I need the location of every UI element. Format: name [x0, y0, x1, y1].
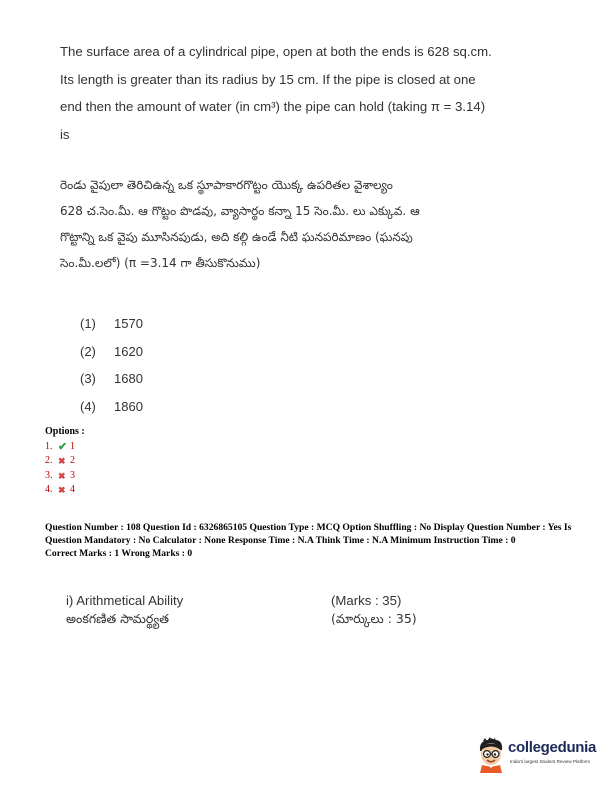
choice-1 [80, 310, 143, 338]
choice-value: 1680 [114, 371, 143, 387]
logo-tagline: India's largest Student Review Platform [510, 759, 591, 764]
check-icon: ✔ [58, 440, 68, 453]
marks-info: Correct Marks : 1 Wrong Marks : 0 [45, 548, 193, 559]
section-row-english [66, 590, 486, 610]
choice-number: (4) [80, 398, 96, 414]
question-line: end then the amount of water (in cm³) the pipe can hold (taking π = 3.14) [60, 99, 486, 114]
option-2 [45, 454, 85, 469]
question-line: The surface area of a cylindrical pipe, open at both the ends is 628 sq.cm. [60, 44, 492, 59]
mascot-icon [474, 737, 508, 773]
option-value: 1 [70, 440, 75, 452]
option-1 [45, 440, 85, 455]
options-heading: Options : [45, 426, 85, 437]
section-marks: (Marks : 35) [331, 592, 402, 608]
option-number: 2. [45, 455, 53, 466]
section-row-telugu [66, 610, 486, 630]
choice-number: (3) [80, 371, 96, 387]
cross-icon: ✖ [58, 485, 66, 495]
choice-number: (1) [80, 316, 96, 332]
option-value: 2 [70, 455, 75, 466]
question-metadata [45, 522, 573, 561]
section-marks-telugu: (మార్కులు : 35) [331, 610, 417, 626]
question-line: Its length is greater than its radius by 15 cm. If the pipe is closed at one [60, 71, 476, 87]
section-title: i) Arithmetical Ability [66, 592, 184, 608]
choice-number: (2) [80, 343, 96, 359]
question-line: గొట్టాన్ని ఒక వైపు మూసినపుడు, అది కల్గి ఉండే నీటి ఘనపరిమాణం (ఘనపు [60, 230, 413, 244]
logo-wordmark: collegedunia [508, 739, 597, 756]
question-text-english [60, 38, 530, 148]
option-number: 1. [45, 440, 53, 452]
question-line: సెం.మీ.లలో) (π =3.14 గా తీసుకొనుము) [60, 256, 261, 270]
option-value: 3 [70, 469, 75, 481]
option-value: 4 [70, 484, 75, 495]
option-3 [45, 469, 85, 484]
cross-icon: ✖ [58, 456, 66, 466]
question-line: 628 చ.సెం.మీ. ఆ గొట్టం పొడవు, వ్యాసార్థం కన్నా 15 సెం.మీ. లు ఎక్కువ. ఆ [60, 204, 420, 218]
collegedunia-logo [474, 735, 604, 777]
option-number: 4. [45, 484, 53, 495]
choice-value: 1860 [114, 398, 143, 414]
choice-value: 1620 [114, 343, 143, 359]
options-list [45, 425, 85, 498]
choice-4 [80, 393, 143, 421]
question-details: Question Number : 108 Question Id : 6326865105 Question Type : MCQ Option Shuffling : No Display Question Number : Yes Is Question Mandatory : No Calculator : None Response Time : N.A Think Time : N.A Minimum Instruction Time : 0 [45, 522, 572, 546]
choice-2 [80, 338, 143, 366]
question-text-telugu [60, 172, 530, 276]
option-4 [45, 483, 85, 498]
option-number: 3. [45, 469, 53, 481]
answer-choices [80, 310, 143, 420]
question-line: రెండు వైపులా తెరిచిఉన్న ఒక స్థూపాకారగొట్టం యొక్క ఉపరితల వైశాల్యం [60, 178, 393, 192]
section-header [66, 590, 486, 630]
choice-3 [80, 365, 143, 393]
section-title-telugu: అంకగణిత సామర్థ్యత [66, 610, 169, 626]
choice-value: 1570 [114, 316, 143, 332]
question-line: is [60, 126, 70, 142]
cross-icon: ✖ [58, 470, 66, 481]
